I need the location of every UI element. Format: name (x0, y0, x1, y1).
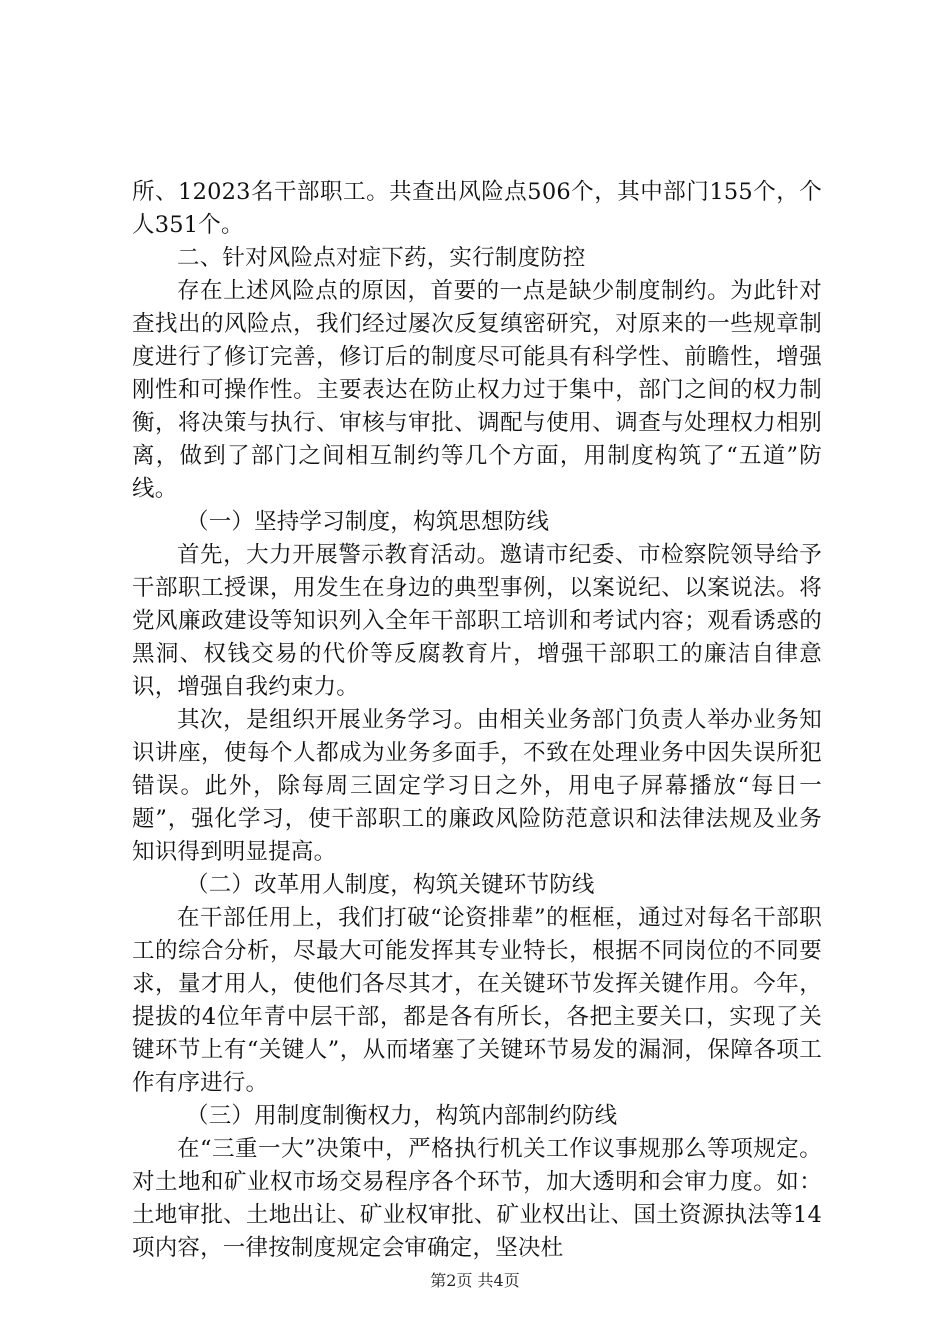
paragraph-decision-making: 在“三重一大”决策中，严格执行机关工作议事规那么等项规定。对土地和矿业权市场交易程序各个环节，加大透明和会审力度。如：土地审批、土地出让、矿业权审批、矿业权出让、国土资源执法等14项内容，一律按制度规定会审确定，坚决杜 (132, 1136, 822, 1261)
subheading-study-system: （一）坚持学习制度，构筑思想防线 (186, 509, 550, 535)
section-heading-2: 二、针对风险点对症下药，实行制度防控 (177, 245, 586, 271)
paragraph-continuation: 所、12023名干部职工。共查出风险点506个，其中部门155个，个人351个。 (132, 179, 822, 238)
paragraph-warning-education: 首先，大力开展警示教育活动。邀请市纪委、市检察院领导给予干部职工授课，用发生在身边的典型事例，以案说纪、以案说法。将党风廉政建设等知识列入全年干部职工培训和考试内容；观看诱惑的黑洞、权钱交易的代价等反腐教育片，增强干部职工的廉洁自律意识，增强自我约束力。 (132, 542, 822, 700)
subheading-personnel-system: （二）改革用人制度，构筑关键环节防线 (186, 872, 595, 898)
paragraph-business-study: 其次，是组织开展业务学习。由相关业务部门负责人举办业务知识讲座，使每个人都成为业务多面手，不致在处理业务中因失误所犯错误。此外，除每周三固定学习日之外，用电子屏幕播放“每日一题”，强化学习，使干部职工的廉政风险防范意识和法律法规及业务知识得到明显提高。 (132, 707, 822, 865)
paragraph-cadre-appointment: 在干部任用上，我们打破“论资排辈”的框框，通过对每名干部职工的综合分析，尽最大可能发挥其专业特长，根据不同岗位的不同要求，量才用人，使他们各尽其才，在关键环节发挥关键作用。今年，提拔的4位年青中层干部，都是各有所长，各把主要关口，实现了关键环节上有“关键人”，从而堵塞了关键环节易发的漏洞，保障各项工作有序进行。 (132, 905, 822, 1096)
paragraph-risk-causes: 存在上述风险点的原因，首要的一点是缺少制度制约。为此针对查找出的风险点，我们经过屡次反复缜密研究，对原来的一些规章制度进行了修订完善，修订后的制度尽可能具有科学性、前瞻性，增强刚性和可操作性。主要表达在防止权力过于集中，部门之间的权力制衡，将决策与执行、审核与审批、调配与使用、调查与处理权力相别离，做到了部门之间相互制约等几个方面，用制度构筑了“五道”防线。 (132, 278, 822, 502)
subheading-power-checks: （三）用制度制衡权力，构筑内部制约防线 (186, 1103, 618, 1129)
document-body (132, 176, 822, 1265)
page-number-footer: 第2页 共4页 (430, 1271, 520, 1290)
